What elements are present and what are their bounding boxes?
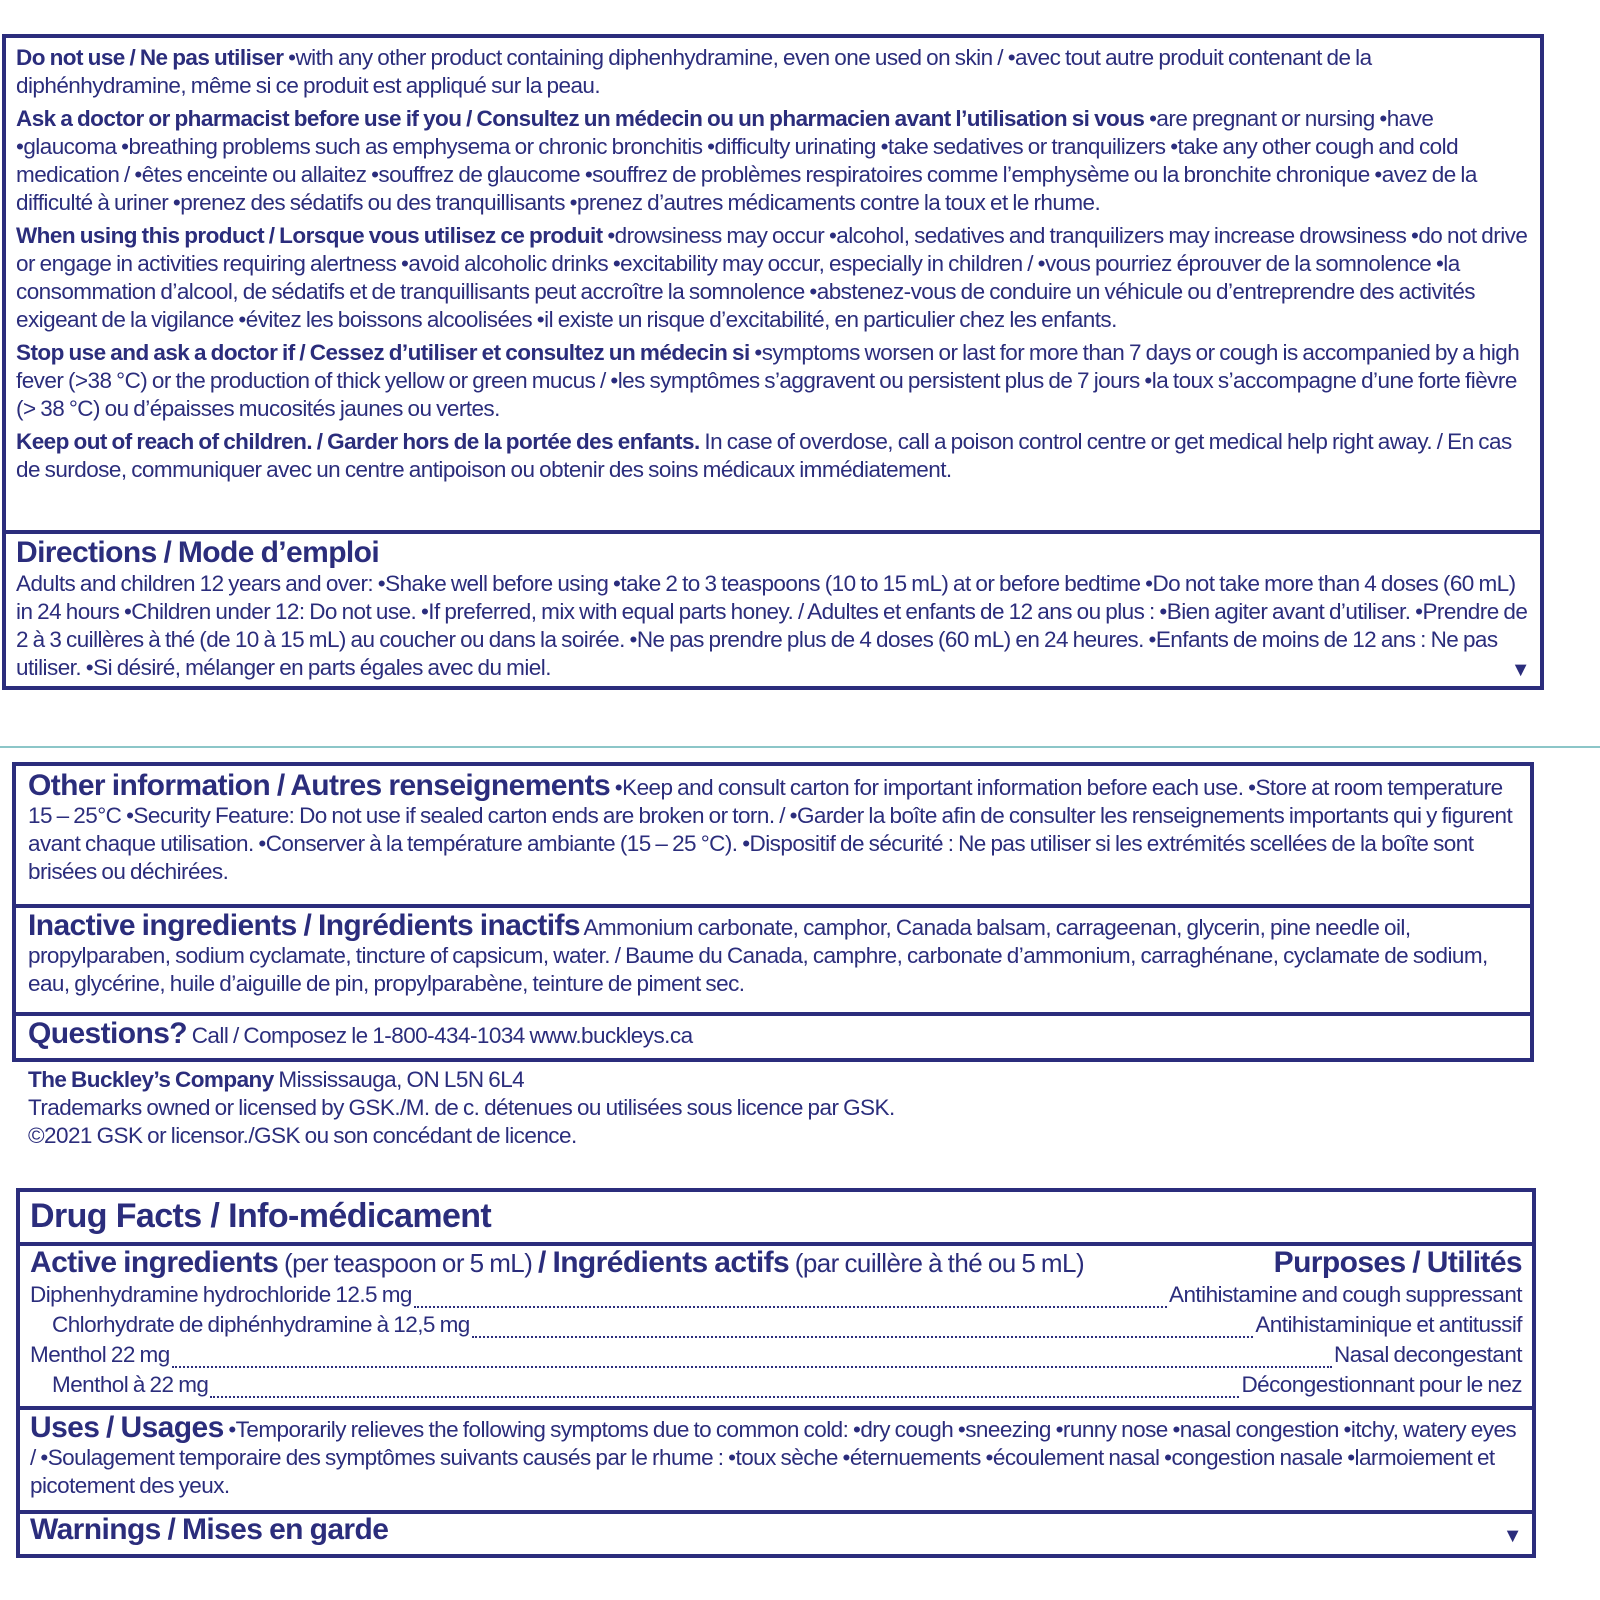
drug-facts-title-section xyxy=(20,1192,1532,1242)
when-using-paragraph xyxy=(16,222,1530,334)
company-info xyxy=(28,1066,895,1150)
continue-arrow-icon: ▼ xyxy=(1502,1525,1522,1547)
directions-heading: Directions / Mode d’emploi xyxy=(16,536,380,569)
panel-divider-line xyxy=(0,746,1600,748)
do-not-use-paragraph xyxy=(16,44,1530,100)
active-ingredient-row xyxy=(30,1370,1522,1400)
leader-dots xyxy=(210,1380,1239,1398)
active-ingredient-row xyxy=(30,1310,1522,1340)
directions-text: Adults and children 12 years and over: •Shake well before using •take 2 to 3 teaspoons (10 to 15 mL) at or before bedtime •Do not take more than 4 doses (60 mL) in 24 hours •Children under 12: Do not use. •If preferred, mix with equal parts honey. / Adultes et enfants de 12 ans ou plus : •Bien agiter avant d’utiliser. •Prendre de 2 à 3 cuillères à thé (de 10 à 15 mL) au coucher ou dans la soirée. •Ne pas prendre plus de 4 doses (60 mL) en 24 heures. •Enfants de moins de 12 ans : Ne pas utiliser. •Si désiré, mélanger en parts égales avec du miel. xyxy=(16,571,1528,680)
active-ingredients-header xyxy=(30,1248,1522,1280)
ingredient-name: Menthol 22 mg xyxy=(30,1342,170,1367)
info-panel xyxy=(12,762,1534,1062)
keep-out-paragraph xyxy=(16,428,1530,484)
company-line xyxy=(28,1066,895,1094)
other-info-text: •Keep and consult carton for important information before each use. •Store at room temperature 15 – 25°C •Security Feature: Do not use if sealed carton ends are broken or torn. / •Garder la boîte afin de consulter les renseignements importants qui y figurent avant chaque utilisation. •Conserver à la température ambiante (15 – 25 °C). •Dispositif de sécurité : Ne pas utiliser si les extrémités scellées de la boîte sont brisées ou déchirées. xyxy=(28,775,1513,884)
copyright-line: ©2021 GSK or licensor./GSK ou son concédant de licence. xyxy=(28,1123,577,1148)
directions-section xyxy=(6,530,1540,686)
ask-doctor-text: •are pregnant or nursing •have •glaucoma •breathing problems such as emphysema or chronic bronchitis •difficulty urinating •take sedatives or tranquilizers •take any other cough and cold medication / •êtes enceinte ou allaitez •souffrez de glaucome •souffrez de problèmes respiratoires comme l’emphysème ou la bronchite chronique •avez de la difficulté à uriner •prenez des sédatifs ou des tranquillisants •prenez d’autres médicaments contre la toux et le rhume. xyxy=(16,106,1477,215)
other-info-heading: Other information / Autres renseignements xyxy=(28,769,611,802)
ingredient-purpose: Décongestionnant pour le nez xyxy=(1241,1372,1522,1397)
purposes-heading: Purposes / Utilités xyxy=(1273,1246,1522,1279)
active-ingredients-heading-fr: / Ingrédients actifs xyxy=(538,1246,790,1279)
inactive-ingredients-text: Ammonium carbonate, camphor, Canada balsam, carrageenan, glycerin, pine needle oil, propylparaben, sodium cyclamate, tincture of capsicum, water. / Baume du Canada, camphre, carbonate d’ammonium, carraghénane, cyclamate de sodium, eau, glycérine, huile d’aiguille de pin, propylparabène, teinture de piment sec. xyxy=(28,915,1488,996)
inactive-ingredients-section xyxy=(16,904,1530,1012)
active-ingredient-row xyxy=(30,1280,1522,1310)
stop-use-heading: Stop use and ask a doctor if / Cessez d’utiliser et consultez un médecin si xyxy=(16,340,750,365)
active-per-dose-fr: (par cuillère à thé ou 5 mL) xyxy=(789,1248,1085,1278)
active-ingredients-heading-group xyxy=(30,1248,1084,1280)
questions-heading: Questions? xyxy=(28,1017,188,1050)
ingredient-name: Diphenhydramine hydrochloride 12.5 mg xyxy=(30,1282,412,1307)
warnings-heading-section xyxy=(20,1510,1532,1552)
other-info-section xyxy=(16,766,1530,904)
uses-heading: Uses / Usages xyxy=(30,1411,224,1444)
when-using-text: •drowsiness may occur •alcohol, sedatives and tranquilizers may increase drowsiness •do not drive or engage in activities requiring alertness •avoid alcoholic drinks •excitability may occur, especially in children / •vous pourriez éprouver de la somnolence •la consommation d’alcool, de sédatifs et de tranquillisants peut accroître la somnolence •abstenez-vous de conduire un véhicule ou d’entreprendre des activités exigeant de la vigilance •évitez les boissons alcoolisées •il existe un risque d’excitabilité, en particulier chez les enfants. xyxy=(16,223,1528,332)
keep-out-text: In case of overdose, call a poison control centre or get medical help right away. / En cas de surdose, communiquer avec un centre antipoison ou obtenir des soins médicaux immédiatement. xyxy=(16,429,1512,482)
ingredient-purpose: Nasal decongestant xyxy=(1334,1342,1522,1367)
stop-use-paragraph xyxy=(16,339,1530,423)
warnings-panel xyxy=(2,34,1544,690)
inactive-ingredients-heading: Inactive ingredients / Ingrédients inactifs xyxy=(28,909,581,942)
leader-dots xyxy=(172,1350,1332,1368)
do-not-use-heading: Do not use / Ne pas utiliser xyxy=(16,45,284,70)
warnings-heading: Warnings / Mises en garde xyxy=(30,1513,389,1546)
do-not-use-text: •with any other product containing diphenhydramine, even one used on skin / •avec tout autre produit contenant de la diphénhydramine, même si ce produit est appliqué sur la peau. xyxy=(16,45,1372,98)
uses-section xyxy=(20,1406,1532,1510)
ingredient-purpose: Antihistamine and cough suppressant xyxy=(1169,1282,1522,1307)
active-ingredient-row xyxy=(30,1340,1522,1370)
ask-doctor-paragraph xyxy=(16,105,1530,217)
ingredient-name: Menthol à 22 mg xyxy=(52,1372,209,1397)
ingredient-name: Chlorhydrate de diphénhydramine à 12,5 mg xyxy=(52,1312,470,1337)
drug-facts-panel xyxy=(16,1188,1536,1558)
questions-section xyxy=(16,1012,1530,1056)
active-ingredients-section xyxy=(20,1242,1532,1406)
stop-use-text: •symptoms worsen or last for more than 7 days or cough is accompanied by a high fever (>38 °C) or the production of thick yellow or green mucus / •les symptômes s’aggravent ou persistent plus de 7 jours •la toux s’accompagne d’une forte fièvre (> 38 °C) ou d’épaisses mucosités jaunes ou vertes. xyxy=(16,340,1520,421)
questions-text: Call / Composez le 1-800-434-1034 www.buckleys.ca xyxy=(187,1023,693,1048)
leader-dots xyxy=(472,1320,1254,1338)
warnings-section xyxy=(6,38,1540,530)
keep-out-heading: Keep out of reach of children. / Garder hors de la portée des enfants. xyxy=(16,429,700,454)
drug-facts-title: Drug Facts / Info-médicament xyxy=(30,1197,492,1235)
company-name: The Buckley’s Company xyxy=(28,1067,274,1092)
uses-text: •Temporarily relieves the following symptoms due to common cold: •dry cough •sneezing •runny nose •nasal congestion •itchy, watery eyes / •Soulagement temporaire des symptômes suivants causés par le rhume : •toux sèche •éternuements •écoulement nasal •congestion nasale •larmoiement et picotement des yeux. xyxy=(30,1417,1517,1498)
company-address: Mississauga, ON L5N 6L4 xyxy=(273,1067,525,1092)
trademarks-line: Trademarks owned or licensed by GSK./M. de c. détenues ou utilisées sous licence par GSK. xyxy=(28,1095,895,1120)
ingredient-purpose: Antihistaminique et antitussif xyxy=(1255,1312,1522,1337)
active-per-dose-en: (per teaspoon or 5 mL) xyxy=(278,1248,538,1278)
ask-doctor-heading: Ask a doctor or pharmacist before use if you / Consultez un médecin ou un pharmacien avant l’utilisation si vous xyxy=(16,106,1145,131)
continue-arrow-icon: ▼ xyxy=(1510,659,1530,681)
when-using-heading: When using this product / Lorsque vous utilisez ce produit xyxy=(16,223,603,248)
active-ingredients-heading: Active ingredients xyxy=(30,1246,279,1279)
leader-dots xyxy=(414,1290,1167,1308)
